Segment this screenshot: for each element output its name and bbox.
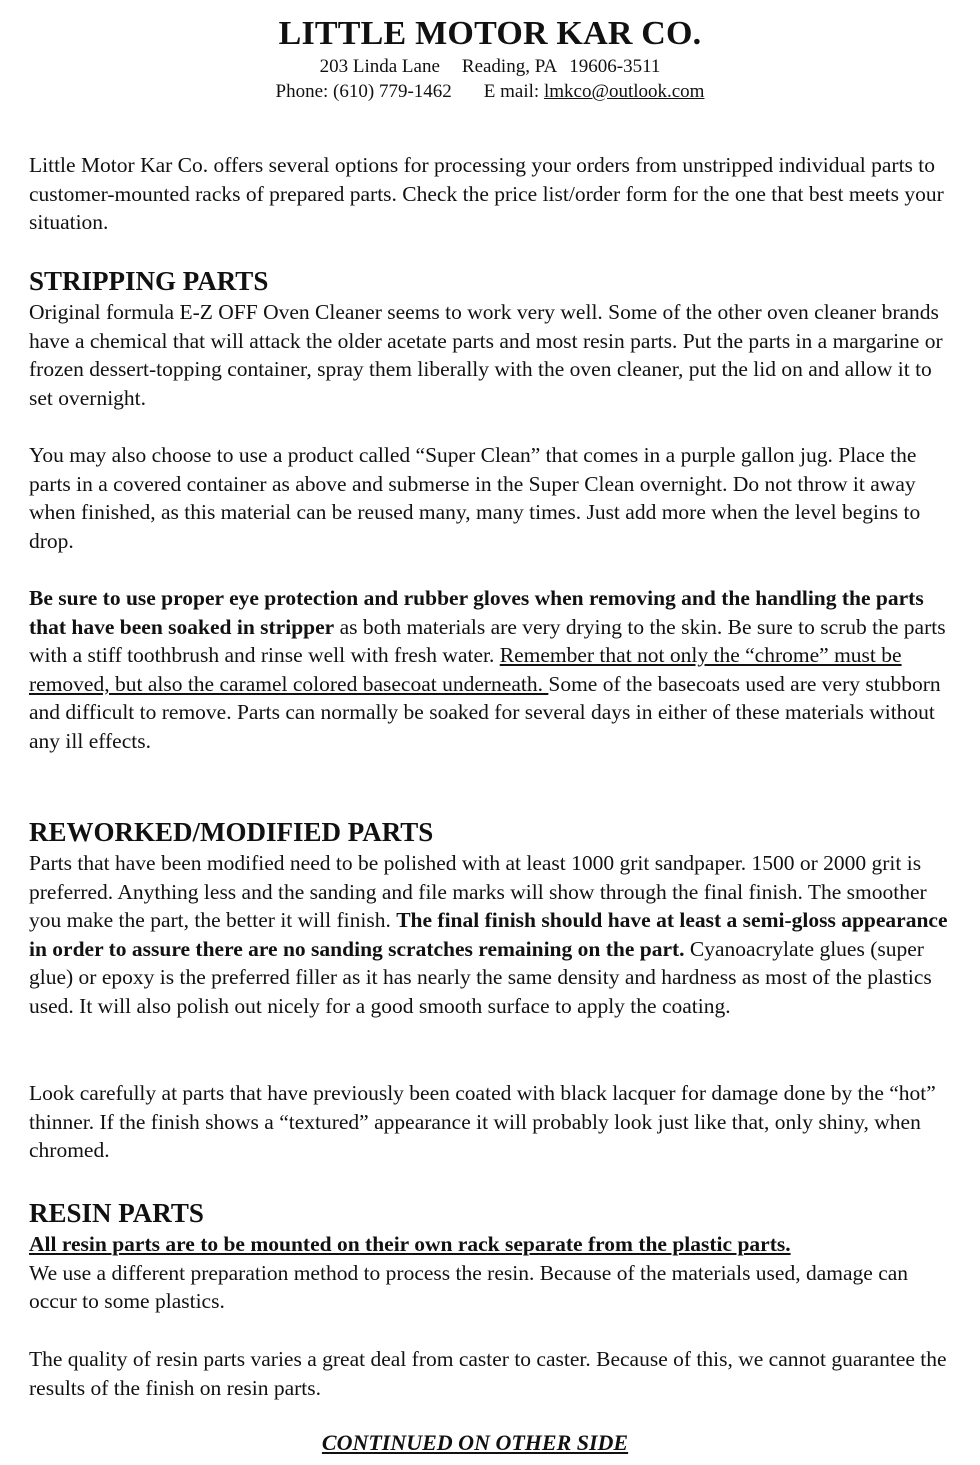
stripping-heading: STRIPPING PARTS: [29, 266, 269, 296]
resin-text-2: The quality of resin parts varies a great deal from caster to caster. Because of this, we cannot guarantee the results of the finish on resin parts.: [29, 1347, 947, 1400]
reworked-text-1: [29, 849, 959, 1021]
resin-heading: RESIN PARTS: [29, 1198, 204, 1228]
intro-paragraph: [29, 151, 959, 237]
stripping-paragraph-3: [29, 584, 959, 756]
address-line: [0, 54, 980, 79]
email-link[interactable]: lmkco@outlook.com: [543, 81, 705, 102]
reworked-paragraph-1: [29, 849, 959, 1021]
email-label: E mail:: [483, 81, 540, 102]
street-address: 203 Linda Lane: [319, 56, 440, 77]
finish-requirement: The final finish should have at least a semi-gloss appearance in order to assure there are no sanding scratches remaining on the part.: [29, 908, 948, 961]
company-name: LITTLE MOTOR KAR CO.: [278, 15, 702, 52]
stripping-text-3b: Some of the basecoats used are very stubborn and difficult to remove. Parts can normally be soaked for several days in either of these materials without any ill effects.: [29, 671, 941, 753]
remember-note-2: removed, but also the caramel colored basecoat underneath.: [29, 671, 549, 696]
stripping-paragraph-1: [29, 298, 959, 412]
reworked-paragraph-2: [29, 1079, 959, 1165]
stripping-paragraph-2: [29, 441, 959, 555]
city-state: Reading, PA: [461, 56, 558, 77]
stripping-text-3: [29, 584, 959, 756]
resin-text-1: [29, 1230, 959, 1316]
continued-notice: CONTINUED ON OTHER SIDE: [321, 1430, 629, 1455]
safety-warning: Be sure to use proper eye protection and rubber gloves when removing and the handling the parts that have been soaked in stripper: [29, 586, 924, 639]
reworked-text-2: Look carefully at parts that have previously been coated with black lacquer for damage done by the “hot” thinner. If the finish shows a “textured” appearance it will probably look just like that, only shiny, when chromed.: [29, 1081, 936, 1163]
phone-number: Phone: (610) 779-1462: [275, 81, 452, 102]
stripping-text-1: Original formula E-Z OFF Oven Cleaner seems to work very well. Some of the other oven cleaner brands have a chemical that will attack the older acetate parts and most resin parts. Put the parts in a margarine or frozen dessert-topping container, spray them liberally with the oven cleaner, put the lid on and allow it to set overnight.: [29, 300, 943, 410]
resin-paragraph-1: [29, 1230, 959, 1316]
contact-line: [0, 79, 980, 104]
stripping-text-3a: as both materials are very drying to the skin. Be sure to scrub the parts with a stiff toothbrush and rinse well with fresh water.: [29, 614, 946, 668]
intro-text: Little Motor Kar Co. offers several options for processing your orders from unstripped individual parts to customer-mounted racks of prepared parts. Check the price list/order form for the one that best meets your situation.: [29, 153, 944, 235]
resin-rack-rule: All resin parts are to be mounted on their own rack separate from the plastic parts.: [29, 1232, 791, 1256]
reworked-heading: REWORKED/MODIFIED PARTS: [29, 817, 434, 847]
reworked-text-1a: Parts that have been modified need to be polished with at least 1000 grit sandpaper. 1500 or 2000 grit is preferred. Anything less and the sanding and file marks will show through the final finish. The smoother you make the part, the better it will finish.: [29, 851, 927, 933]
remember-note-1: Remember that not only the “chrome” must be: [499, 643, 902, 668]
letterhead: [0, 14, 980, 104]
reworked-text-1b: Cyanoacrylate glues (super glue) or epoxy is the preferred filler as it has nearly the same density and hardness as most of the plastics used. It will also polish out nicely for a good smooth surface to apply the coating.: [29, 936, 932, 1018]
resin-paragraph-2: [29, 1345, 959, 1402]
stripping-text-2: You may also choose to use a product called “Super Clean” that comes in a purple gallon jug. Place the parts in a covered container as above and submerse in the Super Clean overnight. Do not throw it away when finished, as this material can be reused many, many times. Just add more when the level begins to drop.: [29, 443, 921, 553]
resin-text-1b: We use a different preparation method to process the resin. Because of the materials used, damage can occur to some plastics.: [29, 1260, 909, 1314]
zip-code: 19606-3511: [569, 56, 661, 77]
